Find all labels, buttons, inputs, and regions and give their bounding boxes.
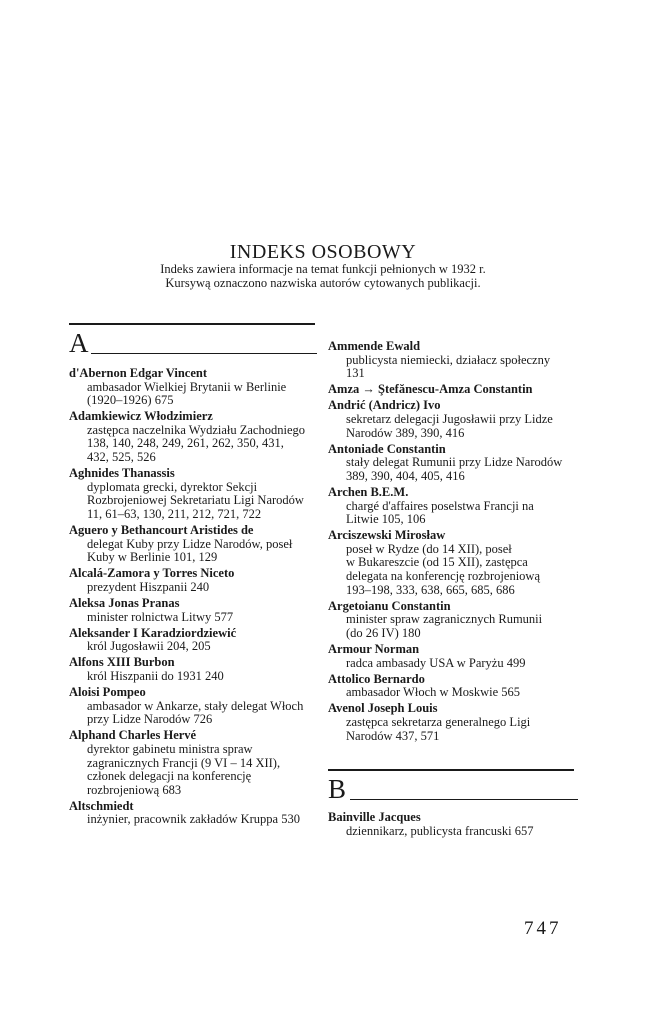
index-entry [328,702,578,743]
entry-description: sekretarz delegacji Jugosławii przy Lidze Narodów 389, 390, 416 [346,411,553,440]
page-number: 747 [524,918,562,939]
entry-list [328,811,578,838]
index-entry [69,467,317,521]
entry-list [69,367,317,827]
index-entry [328,673,578,700]
entry-name: d'Abernon Edgar Vincent [69,366,207,380]
entry-name: Alphand Charles Hervé [69,728,197,743]
entry-description: zastępca sekretarza generalnego Ligi Narodów 437, 571 [346,714,531,743]
index-entry [328,529,578,597]
index-entry [69,410,317,464]
entry-description: poseł w Rydze (do 14 XII), poseł w Bukareszcie (od 15 XII), zastępca delegata na konferencję rozbrojeniową 193–198, 333, 638, 665, 685, 686 [346,541,540,597]
entry-name: Alfons XIII Burbon [69,655,175,670]
section-heading [328,771,578,803]
entry-description: dyplomata grecki, dyrektor Sekcji Rozbrojeniowej Sekretariatu Ligi Narodów 11, 61–63, 130, 211, 212, 721, 722 [87,479,304,521]
index-entry [69,367,317,408]
entry-name: Attolico Bernardo [328,671,425,686]
section-heading [69,325,317,357]
entry-name: Adamkiewicz Włodzimierz [69,409,213,424]
section-letter: B [328,774,347,805]
entry-name: Aguero y Bethancourt Aristides de [69,523,254,538]
entry-name: Andrić (Andricz) Ivo [328,398,441,413]
index-entry [328,399,578,440]
entry-name: Argetoianu Constantin [328,598,451,613]
entry-name: Armour Norman [328,641,420,656]
entry-description: prezydent Hiszpanii 240 [87,579,210,594]
index-note-2: Kursywą oznaczono nazwiska autorów cytowanych publikacji. [165,276,481,290]
entry-description: minister rolnictwa Litwy 577 [87,609,234,624]
index-entry [69,597,317,624]
entry-description: król Jugosławii 204, 205 [87,639,211,654]
entry-name: Ammende Ewald [328,339,421,353]
left-column [69,323,317,830]
entry-description: król Hiszpanii do 1931 240 [87,668,224,683]
section-underline [91,353,317,354]
index-entry [69,729,317,797]
entry-name: Bainville Jacques [328,810,421,825]
entry-description: radca ambasady USA w Paryżu 499 [346,655,526,670]
entry-name: Aleksa Jonas Pranas [69,596,180,610]
entry-name: Alcalá-Zamora y Torres Niceto [69,566,235,581]
section-a [69,323,317,357]
right-column [328,340,578,841]
entry-description: dziennikarz, publicysta francuski 657 [346,823,534,838]
index-entry [328,811,578,838]
entry-description: ambasador Włoch w Moskwie 565 [346,685,521,700]
index-entry [328,443,578,484]
entry-cross-reference: Amza → Ştefănescu-Amza Constantin [328,382,533,397]
entry-description: publicysta niemiecki, działacz społeczny 131 [346,352,551,381]
index-entry [69,627,317,654]
index-entry [328,383,578,397]
index-entry [328,486,578,527]
entry-description: inżynier, pracownik zakładów Kruppa 530 [87,812,300,827]
section-b [328,769,578,803]
index-entry [69,567,317,594]
entry-description: ambasador Wielkiej Brytanii w Berlinie (1920–1926) 675 [87,379,287,408]
entry-name: Aloisi Pompeo [69,685,146,700]
entry-description: chargé d'affaires poselstwa Francji na Litwie 105, 106 [346,498,534,527]
index-entry [328,643,578,670]
entry-name: Antoniade Constantin [328,441,446,456]
index-note-1: Indeks zawiera informacje na temat funkcji pełnionych w 1932 r. [160,262,486,276]
index-entry [69,686,317,727]
entry-name: Aghnides Thanassis [69,466,175,481]
entry-description: minister spraw zagranicznych Rumunii (do 26 IV) 180 [346,612,543,640]
entry-name: Archen B.E.M. [328,484,409,499]
index-entry [69,656,317,683]
entry-name: Altschmiedt [69,798,134,813]
entry-description: delegat Kuby przy Lidze Narodów, poseł Kuby w Berlinie 101, 129 [87,536,293,565]
entry-name: Arciszewski Mirosław [328,528,446,543]
section-letter: A [69,328,89,358]
page-title: INDEKS OSOBOWY [229,241,417,263]
entry-name: Aleksander I Karadziordziewić [69,625,237,640]
index-entry [69,524,317,565]
index-entry [328,600,578,641]
index-entry [69,800,317,827]
entry-description: ambasador w Ankarze, stały delegat Włoch przy Lidze Narodów 726 [87,698,304,727]
index-entry [328,340,578,381]
entry-name: Avenol Joseph Louis [328,701,438,716]
section-underline [350,799,578,800]
entry-description: zastępca naczelnika Wydziału Zachodniego 138, 140, 248, 249, 261, 262, 350, 431, 432, 525, 526 [87,422,306,465]
entry-description: stały delegat Rumunii przy Lidze Narodów 389, 390, 404, 405, 416 [346,455,563,483]
entry-description: dyrektor gabinetu ministra spraw zagranicznych Francji (9 VI – 14 XII), członek delegacji na konferencję rozbrojeniową 683 [87,741,281,797]
